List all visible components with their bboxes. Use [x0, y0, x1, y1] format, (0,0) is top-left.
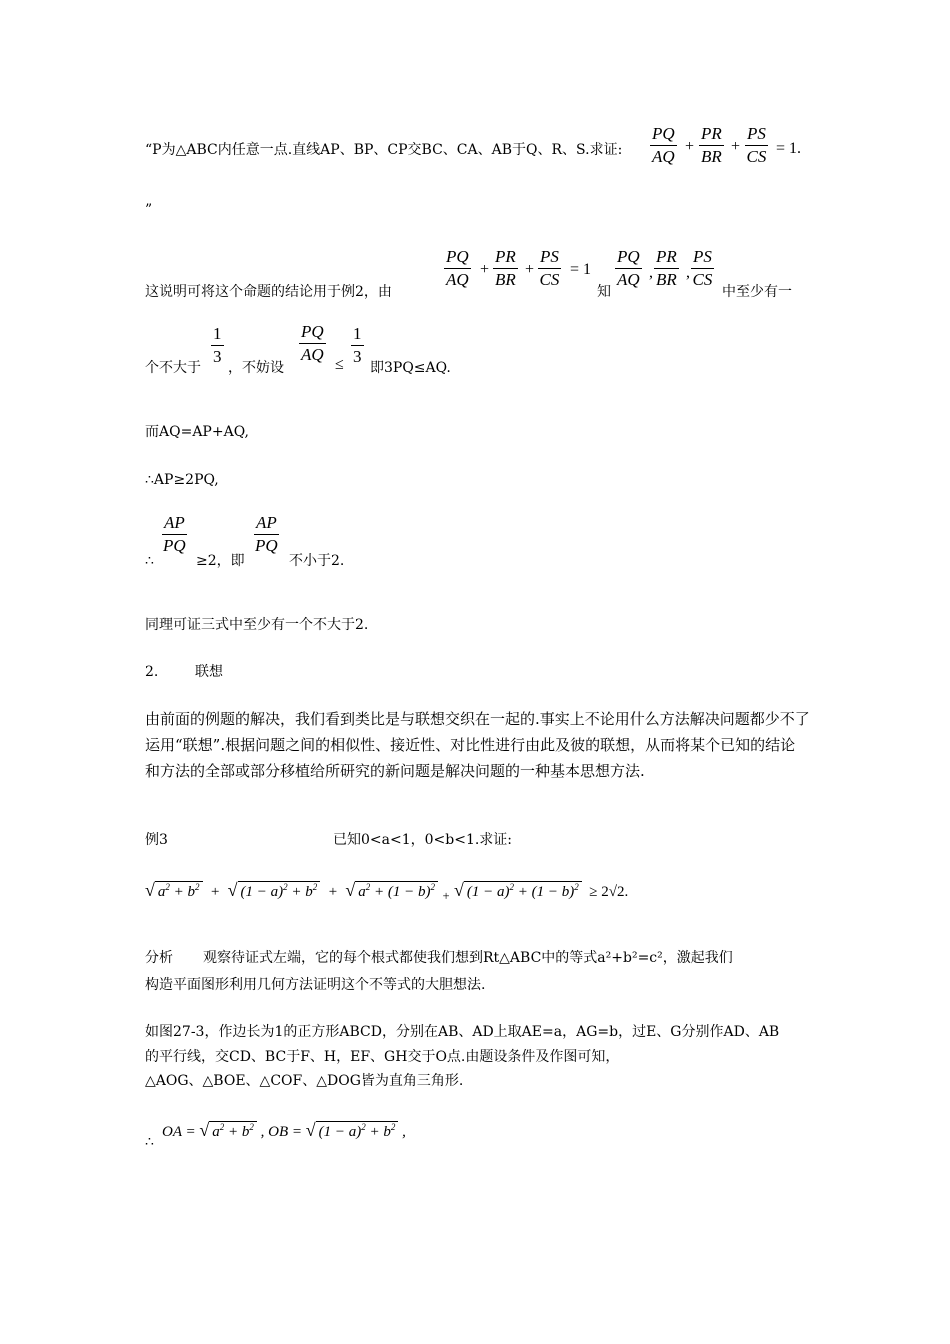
section-number: 2.	[145, 664, 159, 680]
inequality-formula: √ $a^2 + b^2$ + √ $(1 - a)^2 + b^2$ + √ $a^2 + (1 - b)^2$ $_+$ √ $(1 - a)^2 + (1 - b)^2 \ge 2√2$.	[145, 880, 629, 903]
numerator: PR	[699, 125, 724, 146]
numerator: PS	[691, 248, 714, 269]
fraction-ap-pq	[254, 514, 279, 555]
section-title: 联想	[195, 664, 223, 680]
construction-line-3: △AOG、△BOE、△COF、△DOG皆为直角三角形.	[145, 1073, 464, 1089]
denominator: PQ	[255, 536, 278, 555]
line-apply-conclusion: 这说明可将这个命题的结论用于例2，由	[145, 284, 392, 300]
denominator: BR	[656, 270, 677, 289]
oa-label: OA =	[162, 1124, 196, 1140]
fraction-pq-aq	[444, 248, 471, 289]
ap-inequality: ∴AP≥2PQ,	[145, 472, 219, 488]
fraction-ps-cs	[691, 248, 714, 289]
numerator: AP	[162, 514, 187, 535]
fraction-one-third	[351, 325, 364, 366]
fraction-pr-br	[699, 125, 724, 166]
numerator: PQ	[615, 248, 642, 269]
not-less-text: 不小于2.	[289, 553, 345, 569]
fraction-ps-cs	[538, 248, 561, 289]
analysis-text-2: 构造平面图形利用几何方法证明这个不等式的大胆想法.	[145, 977, 486, 993]
quote-close: ”	[145, 202, 153, 218]
fraction-ap-pq	[162, 514, 187, 555]
final-comma: ,	[402, 1124, 406, 1140]
fraction-pr-br	[654, 248, 679, 289]
denominator: BR	[701, 147, 722, 166]
at-least-one-text: 中至少有一	[722, 284, 792, 300]
association-paragraph: 由前面的例题的解决，我们看到类比是与联想交织在一起的.事实上不论用什么方法解决问题都少不了运用“联想”.根据问题之间的相似性、接近性、对比性进行由此及彼的联想，从而将某个已知的结论和方法的全部或部分移植给所研究的新问题是解决问题的一种基本思想方法.	[145, 710, 810, 780]
denominator: AQ	[652, 147, 675, 166]
fraction-pq-aq	[615, 248, 642, 289]
plus-sign: +	[731, 138, 741, 155]
denominator: 3	[213, 347, 222, 366]
inequality-tail: ≥ 2√2.	[589, 884, 629, 900]
comma: ,	[686, 264, 690, 281]
leq-sign: ≤	[335, 356, 344, 373]
denominator: AQ	[301, 345, 324, 364]
plus-sign: +	[685, 138, 695, 155]
example-statement: 已知0<a<1，0<b<1.求证:	[333, 832, 513, 848]
final-formula: OA = √ $a^2 + b^2$ , OB = √ $(1 - a)^2 + b^2$ ,	[162, 1120, 406, 1140]
fraction-ps-cs	[745, 125, 768, 166]
fraction-pq-aq	[299, 323, 326, 364]
numerator: PQ	[299, 323, 326, 344]
ob-label: , OB =	[260, 1124, 302, 1140]
numerator: AP	[254, 514, 279, 535]
fraction-one-third	[211, 325, 224, 366]
equals-one: = 1	[570, 261, 592, 278]
numerator: PR	[654, 248, 679, 269]
denominator: PQ	[163, 536, 186, 555]
numerator: PQ	[444, 248, 471, 269]
construction-line-1: 如图27-3，作边长为1的正方形ABCD，分别在AB、AD上取AE=a，AG=b，过E、G分别作AD、AB	[145, 1024, 780, 1040]
analysis-label: 分析	[145, 950, 173, 966]
aq-equation: 而AQ=AP+AQ,	[145, 424, 249, 440]
plus-sign: +	[525, 261, 535, 278]
denominator: AQ	[617, 270, 640, 289]
fraction-pq-aq	[650, 125, 677, 166]
similarly-text: 同理可证三式中至少有一个不大于2.	[145, 617, 369, 633]
numerator: PS	[538, 248, 561, 269]
therefore-symbol: ∴	[145, 553, 154, 569]
numerator: PR	[493, 248, 518, 269]
plus-sign: +	[480, 261, 490, 278]
assume-text: ，不妨设	[228, 360, 284, 376]
numerator: 1	[211, 325, 224, 346]
not-greater-text: 个不大于	[145, 360, 201, 376]
numerator: PQ	[650, 125, 677, 146]
equals-one: = 1.	[776, 140, 802, 157]
denominator: CS	[746, 147, 767, 166]
numerator: PS	[745, 125, 768, 146]
geq-two-text: ≥2，即	[196, 553, 245, 569]
fraction-pr-br	[493, 248, 518, 289]
denominator: CS	[539, 270, 560, 289]
denominator: BR	[495, 270, 516, 289]
quote-line: “P为△ABC内任意一点.直线AP、BP、CP交BC、CA、AB于Q、R、S.求证:	[145, 142, 623, 158]
construction-line-2: 的平行线，交CD、BC于F、H，EF、GH交于O点.由题设条件及作图可知，	[145, 1049, 620, 1065]
denominator: AQ	[446, 270, 469, 289]
therefore-symbol: ∴	[145, 1134, 154, 1150]
analysis-text-1: 观察待证式左端，它的每个根式都使我们想到Rt△ABC中的等式a²+b²=c²，激起我们	[203, 950, 733, 966]
numerator: 1	[351, 325, 364, 346]
example-label: 例3	[145, 832, 168, 848]
know-text: 知	[597, 284, 611, 300]
denominator: CS	[692, 270, 713, 289]
comma: ,	[649, 264, 653, 281]
implies-text: 即3PQ≤AQ.	[370, 360, 451, 376]
denominator: 3	[353, 347, 362, 366]
